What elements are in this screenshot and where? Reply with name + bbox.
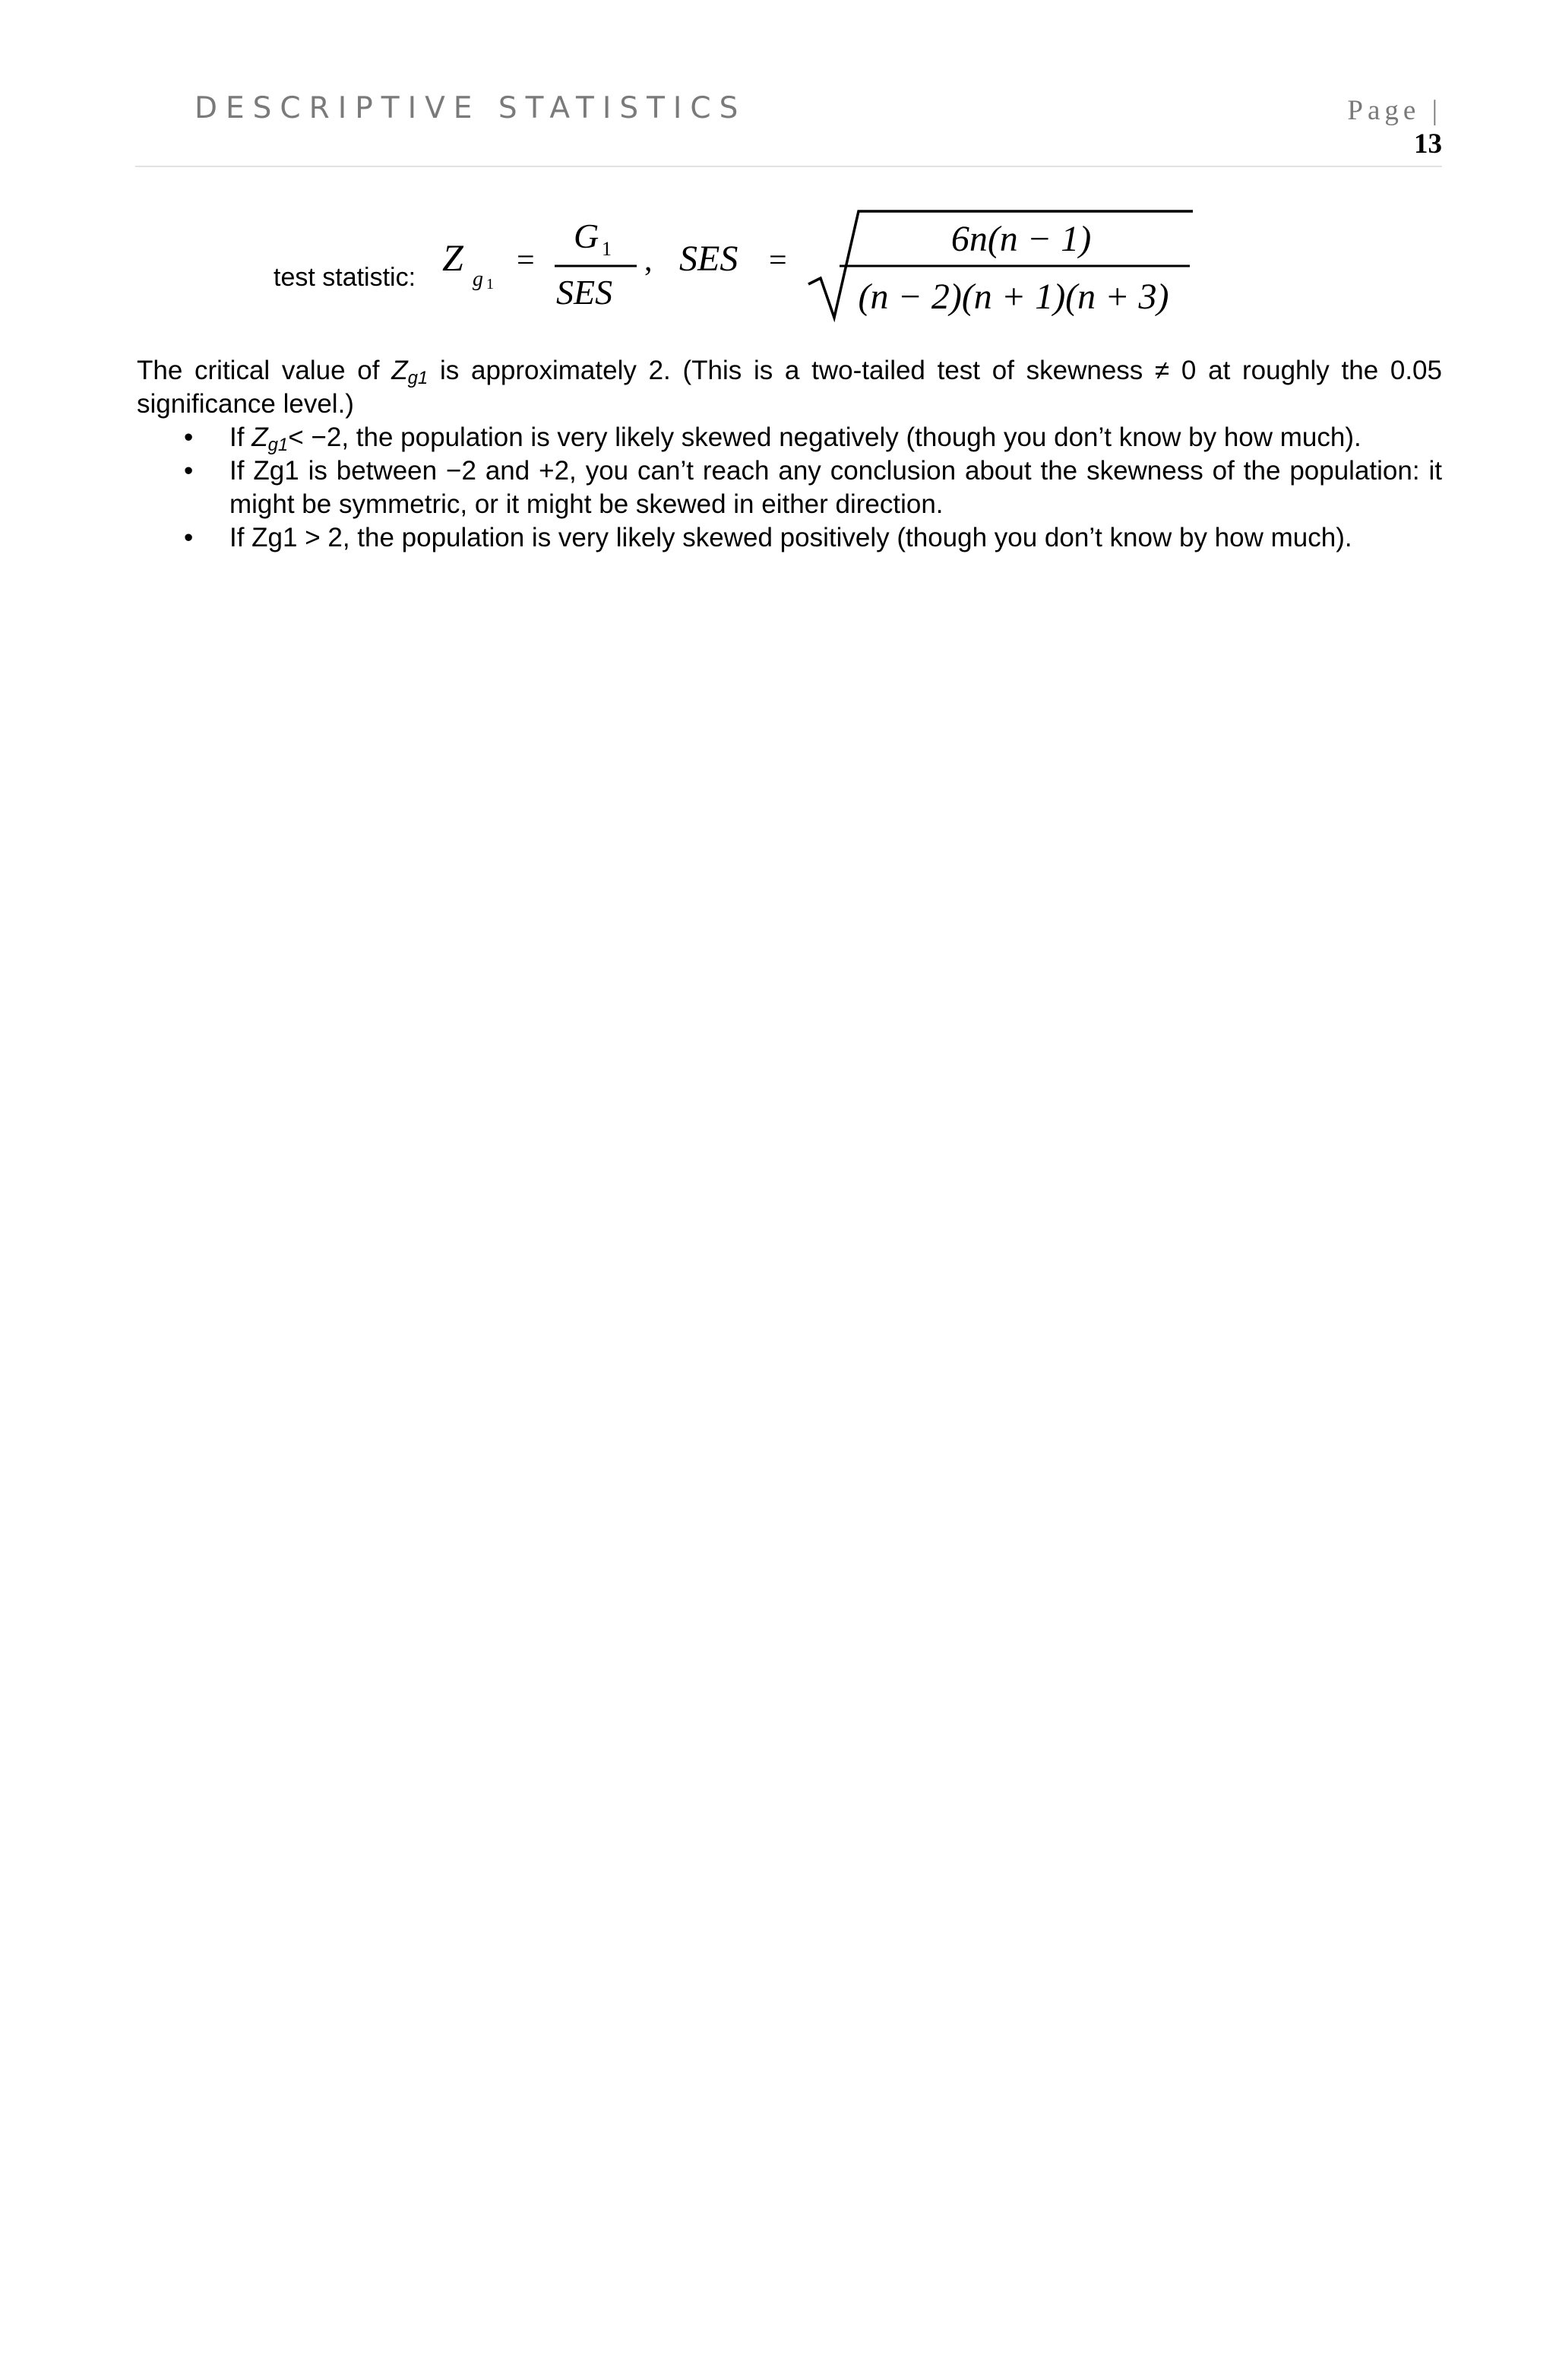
test-statistic-formula xyxy=(0,205,1556,342)
bullet-icon: • xyxy=(184,423,194,452)
list-item xyxy=(137,454,1442,521)
sqrt-denominator: (n − 2)(n + 1)(n + 3) xyxy=(858,277,1169,317)
bullet-text: If Zg1 is between −2 and +2, you can’t reach any conclusion about the skewness of the population: it might be symmetric, or it might be skewed in either direction. xyxy=(229,456,1442,519)
sqrt-numerator: 6n(n − 1) xyxy=(950,219,1092,259)
bullet-text xyxy=(229,421,1442,454)
list-item xyxy=(137,521,1442,555)
zg1-z: Z xyxy=(391,356,408,385)
zg1-symbol xyxy=(391,356,429,388)
z-subscript: g xyxy=(473,267,483,291)
critical-value-paragraph xyxy=(137,354,1442,421)
equals-sign-2: = xyxy=(769,243,787,278)
zg1-subscript: g1 xyxy=(407,368,429,388)
page-label: Page | xyxy=(1347,95,1442,126)
body-text xyxy=(137,354,1442,555)
paragraph-text-start: The critical value of xyxy=(137,356,392,385)
formula-label: test statistic: xyxy=(274,263,416,292)
bullet-text: If Zg1 > 2, the population is very likely skewed positively (though you don’t know by how much). xyxy=(229,523,1352,552)
equals-sign-1: = xyxy=(517,243,535,278)
page-number: 13 xyxy=(1414,128,1442,160)
bullet-icon: • xyxy=(184,456,194,486)
header-divider xyxy=(135,166,1442,167)
ses-symbol: SES xyxy=(679,239,738,279)
bullet-list xyxy=(137,421,1442,555)
ses-denominator: SES xyxy=(556,273,613,312)
page-number-block xyxy=(1347,94,1442,161)
zg1-z: Z xyxy=(251,423,268,452)
bullet-icon: • xyxy=(184,523,194,552)
z-symbol: Z xyxy=(442,236,463,279)
g1-symbol: G xyxy=(574,217,599,255)
comma: , xyxy=(644,243,653,278)
paragraph-text-end: is approximately 2. (This is a two-tailed test of skewness ≠ 0 at roughly the 0.05 significance level.) xyxy=(137,356,1442,419)
bullet1-text-end: < −2, the population is very likely skewed negatively (though you don’t know by how much). xyxy=(288,423,1362,452)
z-subscript-number: 1 xyxy=(486,276,494,293)
bullet1-text-start: If xyxy=(229,423,252,452)
zg1-symbol xyxy=(251,423,289,455)
formula-graphic xyxy=(0,205,1556,342)
g1-subscript: 1 xyxy=(602,238,612,260)
running-header-title: DESCRIPTIVE STATISTICS xyxy=(194,91,747,125)
list-item xyxy=(137,421,1442,454)
zg1-subscript: g1 xyxy=(267,435,289,455)
